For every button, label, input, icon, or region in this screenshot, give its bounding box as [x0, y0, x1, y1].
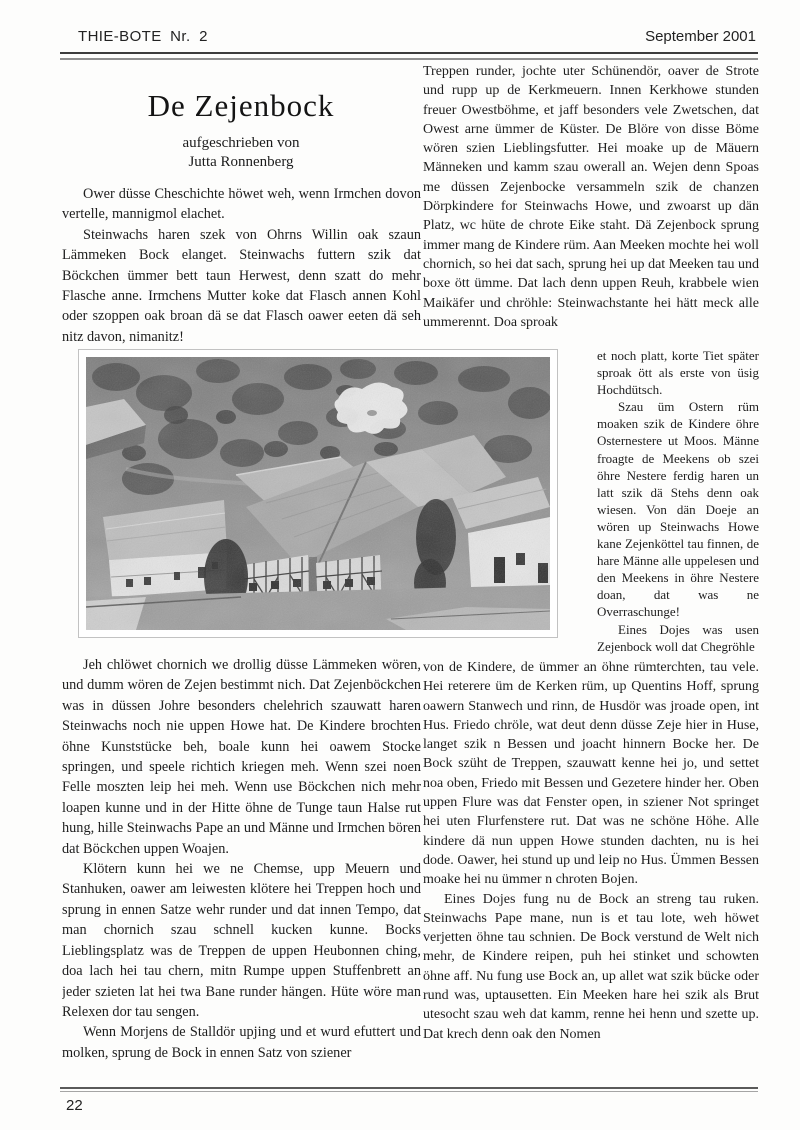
- paragraph: Treppen runder, jochte uter Schünendör, oaver de Strote und rupp up de Kerkmeuern. Innen Kerkhowe stunden freuer Owestböhme, et jaff besonders vele Zwetschen, dat Owest arne ümmer de Küster. De Blöre von disse Böme wören szien Lieblingsfutter. Hei moake up de Mäuern Männeken und kamm szau owerall an. Wejen denn Spoas me düssen Zejenbocke versammeln szik de chanzen Dörpkindere for Steinwachs Howe, und zwoarst up dän Platz, wc hüte de chrote Eike staht. Dä Zejenbock sprung immer mang de Kindere rüm. Aan Meeken mochte hei woll chornich, so hei dat sach, sprung hei up dat Meeken tau und boxe ött ümme. Dat lach denn uppen Reuh, krabbele wien Maikäfer und chröhle: Steinwachstante hei hätt meck alle ummerennt. Doa sproak: [423, 64, 759, 330]
- farm-photo-image: [86, 357, 550, 630]
- right-column-bottom: [423, 658, 759, 1080]
- right-column-top: [423, 62, 759, 350]
- right-column-wrap: [597, 347, 759, 657]
- byline-author: Jutta Ronnenberg: [188, 154, 294, 170]
- paragraph: Wenn Morjens de Stalldör upjing und et wurd efuttert und molken, sprung de Bock in ennen Satz von sziener: [62, 1024, 421, 1061]
- page-number: 22: [66, 1097, 83, 1114]
- left-column-bottom: [62, 655, 421, 1088]
- footer-divider: [60, 1087, 758, 1092]
- paragraph: Szau üm Ostern rüm moaken szik de Kindere öhre Osternestere ut Moos. Männe froagte de Meekens ob szei öhre Nestere ferdig haren un latt szik dä Stehs denn oak wiesen. Von dän Doeje an wören up Steinwachs Howe kane Zejenköttel tau finnen, de hare Männe alle uppelesen und den Meekens in öhre Nestere doan, dat was ne Overraschunge!: [597, 399, 759, 620]
- paragraph: Klötern kunn hei we ne Chemse, upp Meuern und Stanhuken, oawer am leiwesten klötere hei Treppen hoch und sprung in ennen Satze wehr runder und dat innen Tempo, dat man chornich szau schnell kucken kunne. Bocks Lieblingsplatz was de Treppen de uppen Heubonnen ching, doa lach hei tau chern, mitn Rumpe uppen Stuffenbrett an jeder szieten lat hei twa Bane runder hängen. Hüte wöre man Relexen dor tau sengen.: [62, 861, 421, 1020]
- paragraph: Eines Dojes was usen Zejenbock woll dat Chegröhle: [597, 621, 759, 654]
- article-title: De Zejenbock: [147, 88, 335, 123]
- byline: [62, 134, 420, 172]
- paragraph: Steinwachs haren szek von Ohrns Willin oak szaun Lämmeken Bock elanget. Steinwachs futtern szik dat Böckchen ümmer bett taun Herwest, denn szatt do mehr Flasche anne. Irmchens Mutter koke dat Flasch annen Kohl oder szoppen oak broan dä se dat Flasch oawer eeten dä seh nitz davon, nimanitz!: [62, 226, 421, 345]
- newsletter-name: THIE-BOTE Nr. 2: [78, 28, 208, 45]
- paragraph: Ower düsse Cheschichte höwet weh, wenn Irmchen dovon vertelle, mannigmol elachet.: [62, 186, 421, 223]
- farm-aerial-photo: [78, 349, 558, 638]
- byline-label: aufgeschrieben von: [182, 135, 300, 151]
- header-divider: [60, 52, 758, 60]
- issue-date: September 2001: [645, 28, 756, 45]
- paragraph: von de Kindere, de ümmer an öhne rümterchten, tau vele. Hei reterere üm de Kerken rüm, up Quentins Hoff, sprung oawern Stanwech und rinn, de Husdör was jroade open, int Hus. Friedo chröle, wat deut denn düsse Zeje hier in Huse, langet szik n Bessen und joacht hinnern Bocke her. De Bock szüht de Treppen, szauwatt kenne hei jo, und settet noa oben, Friedo mit Bessen und Gezetere hinder her. Oben uppen Flure was dat Fenster open, in sziener Not springet hei uten Flurfenstere rut. Dat was ne schöne Höhe. Alle kindere dä nun uppen Howe stunden dachten, nu is hei dode. Oawer, hei stund up und leip no Hus. Ümmen Bessen moake hei nu ümmer n chroten Bojen.: [423, 660, 759, 888]
- left-column-top: [62, 184, 421, 347]
- paragraph: Eines Dojes fung nu de Bock an streng tau ruken. Steinwachs Pape mane, nun is et tau lote, weh höwet verjetten öhne tau schnien. De Bock verstund de Welt nich mehr, de Kindere reipen, puh hei stinket und schowten öhne aff. Nu fung use Bock an, up allet wat szik bücke oder rund was, uptausetten. Ein Meeken hare hei szik als Brut utesocht szau weh dat kamm, renne hei henn und szette up. Dat krech denn oak den Nomen: [423, 891, 759, 1042]
- paragraph: Jeh chlöwet chornich we drollig düsse Lämmeken wören, und dumm wören de Zejen bestimmt nich. Dat Zejenböckchen was in düssen Johre besonders chelehrich szauwatt haren Steinwachs noch nie uppen Howe hat. De Kindere brochten öhne Kunststücke beh, boale kunn hei oawem Stocke springen, und speele richtich kriegen meh. Wenn szei noen Felle moszten leip hei meh. Wenn use Böckchen nich mehr loapen kunne und in der Hitte öhne de Tunge taun Halse rut hung, hille Steinwachs Pape an und Männe und Irmchen bören dat Böckchen uppen Woajen.: [62, 657, 421, 857]
- paragraph: et noch platt, korte Tiet später sproak ött als erste von üsig Hochdütsch.: [597, 348, 759, 398]
